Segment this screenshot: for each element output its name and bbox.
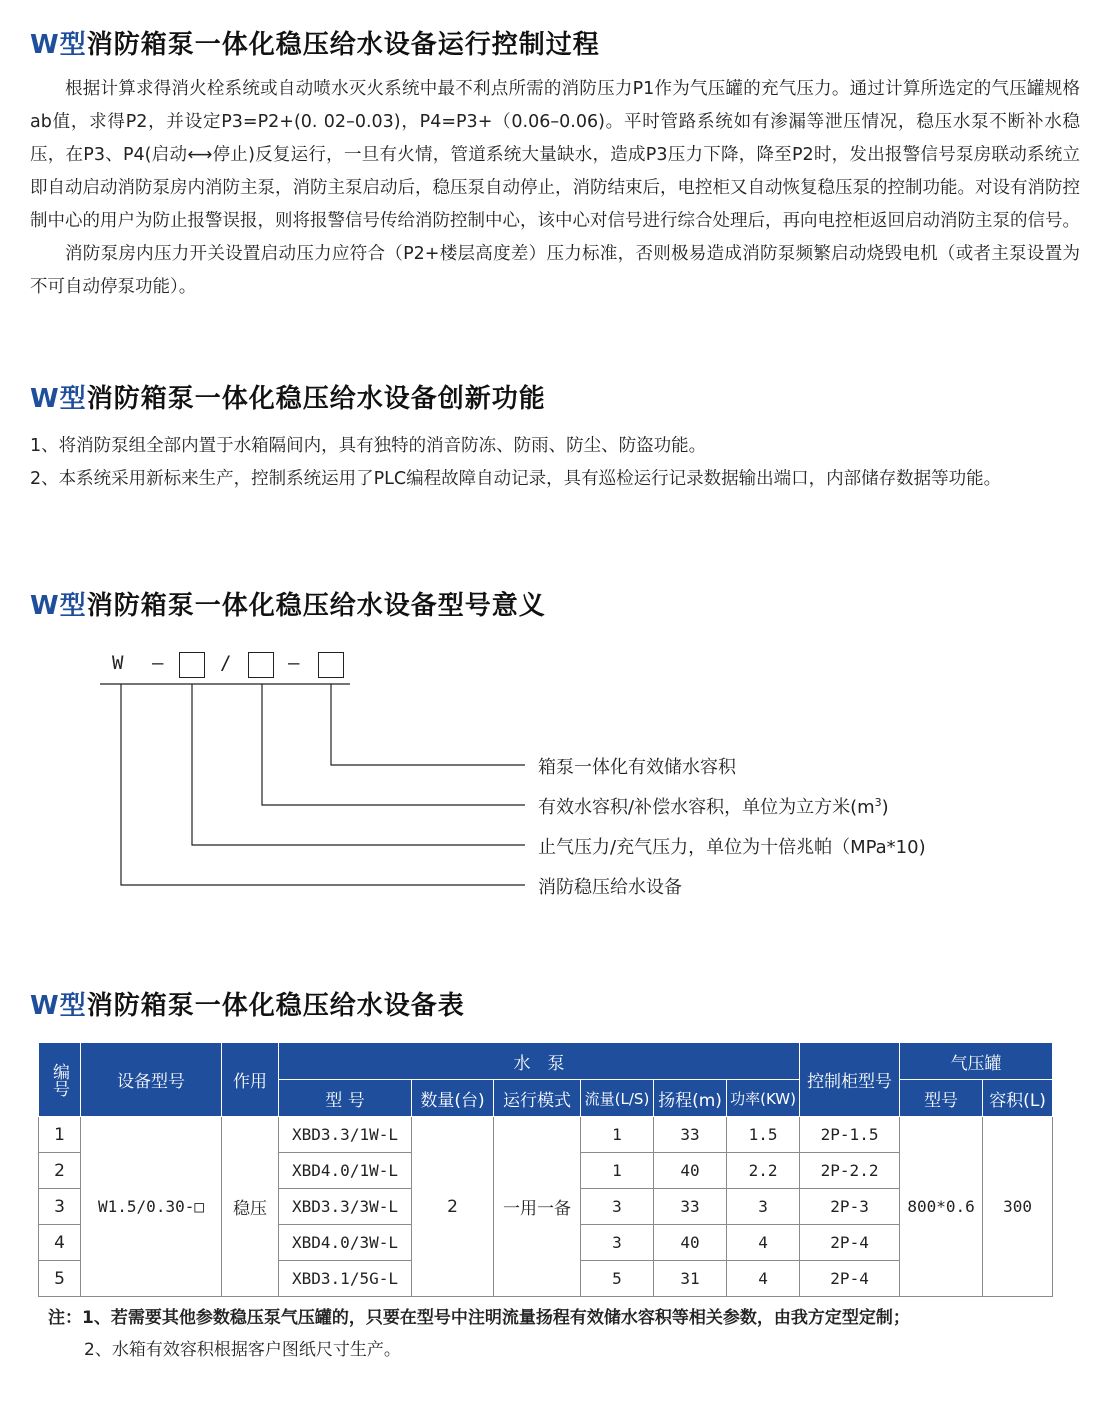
cell-flow: 5 — [581, 1261, 654, 1297]
superscript: 3 — [874, 796, 882, 809]
cell-cabinet: 2P-4 — [800, 1261, 900, 1297]
cell-cabinet: 2P-4 — [800, 1225, 900, 1261]
cell-flow: 1 — [581, 1153, 654, 1189]
cell-head: 33 — [654, 1189, 727, 1225]
title-text: 消防箱泵一体化稳压给水设备型号意义 — [86, 591, 546, 621]
header-tank: 气压罐 — [900, 1043, 1053, 1080]
cell-power: 3 — [727, 1189, 800, 1225]
title-prefix: W型 — [30, 591, 87, 621]
cell-head: 31 — [654, 1261, 727, 1297]
header-head: 扬程(m) — [654, 1080, 727, 1117]
cell-flow: 3 — [581, 1225, 654, 1261]
header-cabinet: 控制柜型号 — [800, 1043, 900, 1117]
note-1: 注：1、若需要其他参数稳压泵气压罐的，只要在型号中注明流量扬程有效储水容积等相关参数，由我方定型定制； — [48, 1308, 910, 1328]
cell-tank-cap: 300 — [983, 1117, 1053, 1297]
header-qty: 数量(台) — [412, 1080, 494, 1117]
code-dash: – — [152, 652, 164, 674]
cell-no: 1 — [39, 1117, 81, 1153]
label-text: 有效水容积/补偿水容积，单位为立方米(m — [538, 797, 875, 818]
title-prefix: W型 — [30, 30, 87, 60]
cell-cabinet: 2P-3 — [800, 1189, 900, 1225]
header-no: 编号 — [39, 1043, 81, 1117]
section-title-equipment-table — [30, 985, 465, 1022]
cell-pump-model: XBD3.3/1W-L — [279, 1117, 412, 1153]
cell-no: 3 — [39, 1189, 81, 1225]
cell-pump-model: XBD4.0/1W-L — [279, 1153, 412, 1189]
cell-head: 40 — [654, 1153, 727, 1189]
header-pump-model: 型 号 — [279, 1080, 412, 1117]
label-effective-volume — [538, 793, 889, 819]
cell-head: 33 — [654, 1117, 727, 1153]
code-slash: / — [220, 652, 232, 674]
cell-power: 4 — [727, 1225, 800, 1261]
cell-use: 稳压 — [222, 1117, 279, 1297]
header-tank-model: 型号 — [900, 1080, 983, 1117]
table-row — [39, 1117, 1053, 1153]
cell-no: 4 — [39, 1225, 81, 1261]
cell-flow: 3 — [581, 1189, 654, 1225]
header-tank-cap: 容积(L) — [983, 1080, 1053, 1117]
cell-power: 1.5 — [727, 1117, 800, 1153]
cell-power: 4 — [727, 1261, 800, 1297]
table-header-row — [39, 1043, 1053, 1080]
title-text: 消防箱泵一体化稳压给水设备创新功能 — [86, 384, 546, 414]
list-item: 1、将消防泵组全部内置于水箱隔间内，具有独特的消音防冻、防雨、防尘、防盗功能。 — [30, 436, 707, 456]
label-pressure: 止气压力/充气压力，单位为十倍兆帕（MPa*10) — [538, 837, 926, 858]
label-equipment: 消防稳压给水设备 — [538, 877, 682, 898]
header-pump: 水 泵 — [279, 1043, 800, 1080]
title-prefix: W型 — [30, 384, 87, 414]
cell-cabinet: 2P-1.5 — [800, 1117, 900, 1153]
header-power: 功率(KW) — [727, 1080, 800, 1117]
paragraph-2: 消防泵房内压力开关设置启动压力应符合（P2+楼层高度差）压力标准，否则极易造成消防泵频繁启动烧毁电机（或者主泵设置为不可自动停泵功能）。 — [30, 244, 1080, 297]
code-letter-w: W — [112, 652, 124, 674]
note-2: 2、水箱有效容积根据客户图纸尺寸生产。 — [84, 1340, 401, 1360]
cell-tank-model: 800*0.6 — [900, 1117, 983, 1297]
header-model: 设备型号 — [81, 1043, 222, 1117]
cell-power: 2.2 — [727, 1153, 800, 1189]
equipment-table — [38, 1042, 1053, 1297]
cell-mode: 一用一备 — [494, 1117, 581, 1297]
title-prefix: W型 — [30, 991, 87, 1021]
header-mode: 运行模式 — [494, 1080, 581, 1117]
paragraph-1: 根据计算求得消火栓系统或自动喷水灭火系统中最不利点所需的消防压力P1作为气压罐的充气压力。通过计算所选定的气压罐规格ab值，求得P2，并设定P3=P2+(0. 02–0.03)，P4=P3+（0.06–0.06)。平时管路系统如有渗漏等泄压情况，稳压水泵不断补水稳压，在P3、P4(启动⟷停止)反复运行，一旦有火情，管道系统大量缺水，造成P3压力下降，降至P2时，发出报警信号泵房联动系统立即自动启动消防泵房内消防主泵，消防主泵启动后，稳压泵自动停止，消防结束后，电控柜又自动恢复稳压泵的控制功能。对设有消防控制中心的用户为防止报警误报，则将报警信号传给消防控制中心，该中心对信号进行综合处理后，再向电控柜返回启动消防主泵的信号。 — [30, 79, 1080, 231]
cell-pump-model: XBD3.3/3W-L — [279, 1189, 412, 1225]
cell-flow: 1 — [581, 1117, 654, 1153]
cell-pump-model: XBD3.1/5G-L — [279, 1261, 412, 1297]
cell-no: 2 — [39, 1153, 81, 1189]
title-text: 消防箱泵一体化稳压给水设备表 — [86, 991, 465, 1021]
header-flow: 流量(L/S) — [581, 1080, 654, 1117]
cell-head: 40 — [654, 1225, 727, 1261]
label-storage-volume: 箱泵一体化有效储水容积 — [538, 757, 736, 778]
cell-pump-model: XBD4.0/3W-L — [279, 1225, 412, 1261]
cell-model: W1.5/0.30-□ — [81, 1117, 222, 1297]
cell-cabinet: 2P-2.2 — [800, 1153, 900, 1189]
cell-qty: 2 — [412, 1117, 494, 1297]
title-text: 消防箱泵一体化稳压给水设备运行控制过程 — [86, 30, 600, 60]
label-close: ) — [881, 797, 889, 818]
code-dash: – — [288, 652, 300, 674]
header-use: 作用 — [222, 1043, 279, 1117]
cell-no: 5 — [39, 1261, 81, 1297]
list-item: 2、本系统采用新标来生产，控制系统运用了PLC编程故障自动记录，具有巡检运行记录数据输出端口，内部储存数据等功能。 — [30, 469, 1002, 489]
